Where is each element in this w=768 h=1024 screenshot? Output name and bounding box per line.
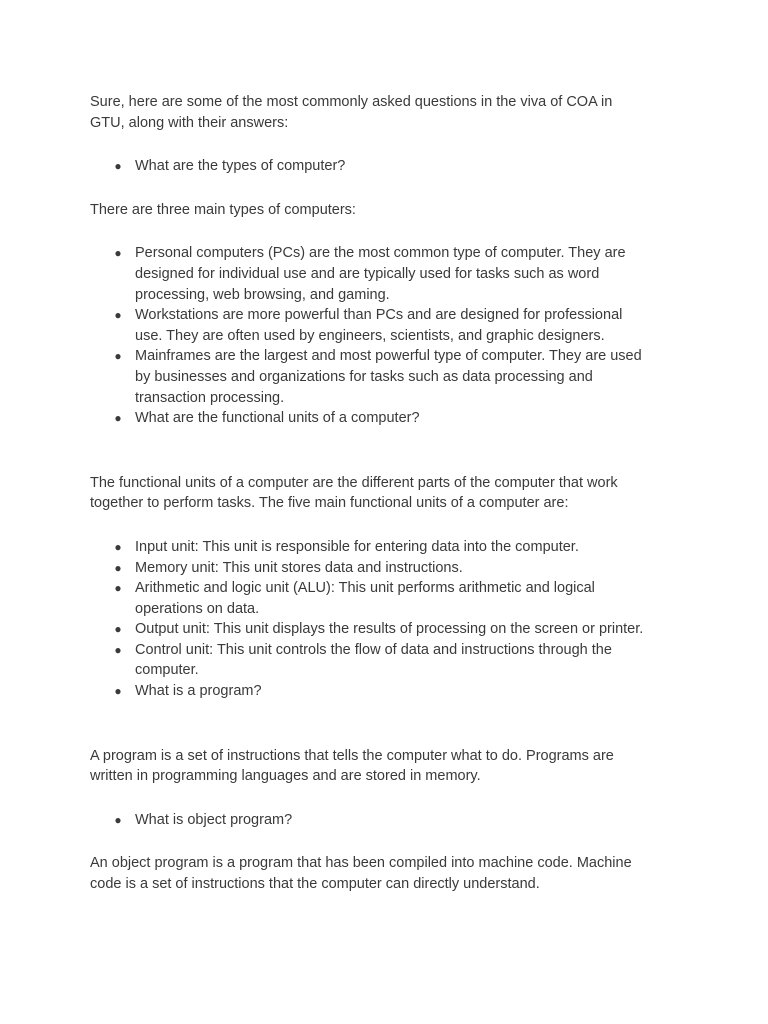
- list-item-text: What is a program?: [135, 683, 262, 700]
- list-item: [90, 640, 650, 681]
- question-list-types: [90, 156, 650, 177]
- question-list-object: [90, 810, 650, 831]
- list-item-text: Mainframes are the largest and most powerful type of computer. They are used by businesses and organizations for tasks such as data processing and transaction processing.: [135, 348, 642, 406]
- list-item: [90, 346, 650, 408]
- list-item: [90, 156, 650, 177]
- list-item-text: Arithmetic and logic unit (ALU): This unit performs arithmetic and logical operations on data.: [135, 580, 595, 617]
- bullet-icon: ●: [114, 411, 122, 426]
- list-item: [90, 578, 650, 619]
- list-item-text: What are the types of computer?: [135, 158, 346, 175]
- bullet-icon: ●: [114, 642, 122, 657]
- bullet-icon: ●: [114, 581, 122, 596]
- bullet-icon: ●: [114, 349, 122, 364]
- list-item: [90, 681, 650, 702]
- bullet-icon: ●: [114, 159, 122, 174]
- units-intro-paragraph: The functional units of a computer are the different parts of the computer that work together to perform tasks. The five main functional units of a computer are:: [90, 474, 618, 512]
- list-item: [90, 558, 650, 579]
- bullet-icon: ●: [114, 622, 122, 637]
- units-list: [90, 537, 650, 702]
- bullet-icon: ●: [114, 539, 122, 554]
- intro-paragraph: Sure, here are some of the most commonly asked questions in the viva of COA in GTU, along with their answers:: [90, 94, 613, 131]
- bullet-icon: ●: [114, 246, 122, 261]
- bullet-icon: ●: [114, 560, 122, 575]
- list-item: [90, 619, 650, 640]
- bullet-icon: ●: [114, 308, 122, 323]
- list-item-text: What is object program?: [135, 811, 293, 828]
- list-item-text: Output unit: This unit displays the results of processing on the screen or printer.: [135, 621, 644, 638]
- list-item-text: Memory unit: This unit stores data and instructions.: [135, 559, 463, 576]
- list-item-text: Control unit: This unit controls the flow of data and instructions through the computer.: [135, 641, 612, 679]
- bullet-icon: ●: [114, 812, 122, 827]
- types-list: [90, 243, 650, 428]
- list-item-text: What are the functional units of a computer?: [135, 410, 420, 427]
- list-item: [90, 305, 650, 346]
- object-answer-paragraph: An object program is a program that has been compiled into machine code. Machine code is a set of instructions that the computer can directly understand.: [90, 855, 632, 893]
- list-item-text: Personal computers (PCs) are the most common type of computer. They are designed for individual use and are typically used for tasks such as word processing, web browsing, and gaming.: [135, 245, 626, 303]
- list-item: [90, 408, 650, 429]
- bullet-icon: ●: [114, 684, 122, 699]
- list-item: [90, 243, 650, 305]
- list-item-text: Input unit: This unit is responsible for entering data into the computer.: [135, 538, 579, 555]
- list-item: [90, 537, 650, 558]
- list-item: [90, 810, 650, 831]
- list-item-text: Workstations are more powerful than PCs and are designed for professional use. They are often used by engineers, scientists, and graphic designers.: [135, 307, 623, 344]
- document-page: [90, 92, 650, 895]
- program-answer-paragraph: A program is a set of instructions that tells the computer what to do. Programs are written in programming languages and are stored in memory.: [90, 747, 614, 785]
- types-intro-paragraph: There are three main types of computers:: [90, 201, 356, 218]
